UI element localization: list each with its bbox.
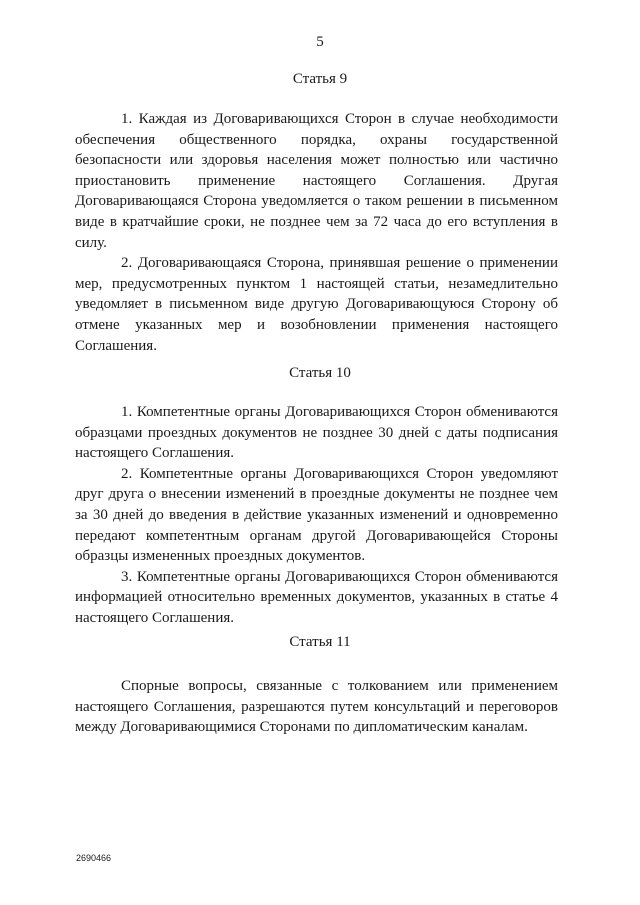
article-10-title: Статья 10 — [289, 365, 351, 381]
article-11-paragraph-1: Спорные вопросы, связанные с толкованием или применением настоящего Соглашения, разрешаются путем консультаций и переговоров между Договаривающимися Сторонами по дипломатическим каналам. — [75, 678, 558, 736]
article-9-body — [75, 109, 558, 356]
article-10-paragraph-3: 3. Компетентные органы Договаривающихся Сторон обмениваются информацией относительно временных документов, указанных в статье 4 настоящего Соглашения. — [75, 568, 558, 626]
article-11-title: Статья 11 — [289, 634, 351, 650]
page-number: 5 — [316, 34, 324, 50]
article-11-body — [75, 676, 558, 738]
article-9-paragraph-2: 2. Договаривающаяся Сторона, принявшая решение о применении мер, предусмотренных пунктом 1 настоящей статьи, незамедлительно уведомляет в письменном виде другую Договаривающуюся Сторону об отмене указанных мер и возобновлении применения настоящего Соглашения. — [75, 255, 558, 354]
article-10-paragraph-1: 1. Компетентные органы Договаривающихся Сторон обмениваются образцами проездных документов не позднее 30 дней с даты подписания настоящего Соглашения. — [75, 404, 558, 462]
article-10-paragraph-2: 2. Компетентные органы Договаривающихся Сторон уведомляют друг друга о внесении изменений в проездные документы не позднее чем за 30 дней до введения в действие указанных изменений и одновременно передают компетентным органам другой Договаривающейся Стороны образцы измененных проездных документов. — [75, 465, 558, 565]
document-code: 2690466 — [76, 853, 112, 863]
article-9-paragraph-1: 1. Каждая из Договаривающихся Сторон в случае необходимости обеспечения общественного порядка, охраны государственной безопасности или здоровья населения может полностью или частично приостановить применение настоящего Соглашения. Другая Договаривающаяся Сторона уведомляется о таком решении в письменном виде в кратчайшие сроки, не позднее чем за 72 часа до его вступления в силу. — [75, 111, 558, 251]
article-9-title: Статья 9 — [292, 71, 348, 87]
article-10-body — [75, 402, 558, 629]
